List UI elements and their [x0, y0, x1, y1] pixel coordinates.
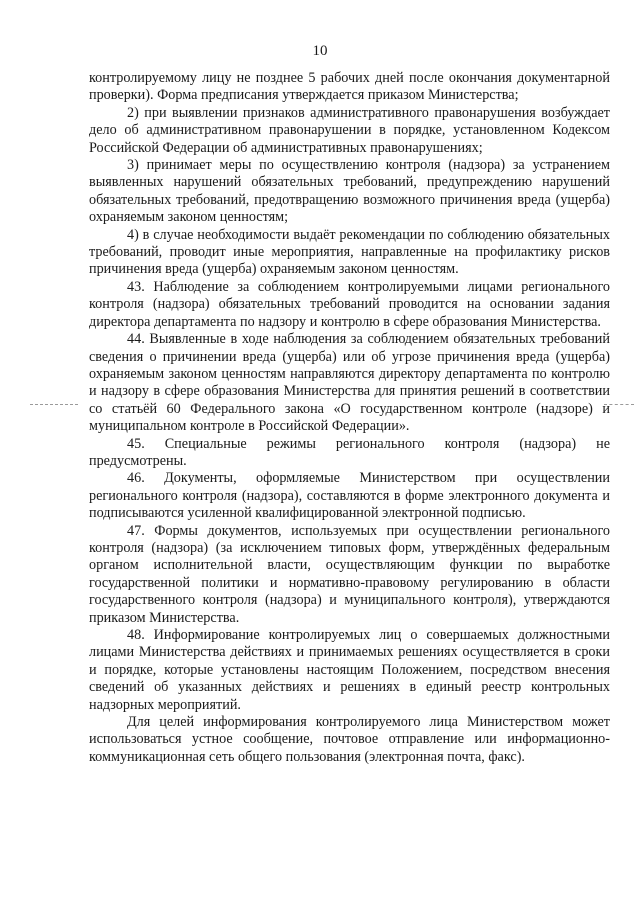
- paragraph-47: 47. Формы документов, используемых при осуществлении регионального контроля (надзора) (за исключением типовых форм, утверждённых федеральным органом исполнительной власти, осуществляющим функции по выработке государственной политики и нормативно-правовому регулированию в области государственного контроля (надзора) и муниципального контроля), утверждаются приказом Министерства.: [89, 522, 610, 626]
- page-number: 10: [312, 43, 328, 59]
- scan-artifact-right: [604, 404, 634, 406]
- paragraph-item-4: 4) в случае необходимости выдаёт рекомендации по соблюдению обязательных требований, проводит иные мероприятия, направленные на профилактику рисков причинения вреда (ущерба) охраняемым законом ценностям.: [89, 226, 610, 278]
- document-body: [89, 70, 610, 766]
- paragraph-43: 43. Наблюдение за соблюдением контролируемыми лицами регионального контроля (надзора) обязательных требований проводится на основании задания директора департамента по надзору и контролю в сфере образования Министерства.: [89, 278, 610, 330]
- paragraph-45: 45. Специальные режимы регионального контроля (надзора) не предусмотрены.: [89, 435, 610, 469]
- paragraph-46: 46. Документы, оформляемые Министерством при осуществлении регионального контроля (надзора), составляются в форме электронного документа и подписываются усиленной квалифицированной электронной подписью.: [89, 470, 610, 522]
- paragraph-48: 48. Информирование контролируемых лиц о совершаемых должностными лицами Министерства действиях и принимаемых решениях осуществляется в сроки и порядке, которые установлены настоящим Положением, посредством внесения сведений об указанных действиях и решениях в единый реестр контрольных надзорных мероприятий.: [89, 627, 610, 713]
- paragraph-continuation: контролируемому лицу не позднее 5 рабочих дней после окончания документарной проверки). Форма предписания утверждается приказом Министерства;: [89, 70, 610, 104]
- paragraph-item-2: 2) при выявлении признаков административного правонарушения возбуждает дело об административном правонарушении в порядке, установленном Кодексом Российской Федерации об административных правонарушениях;: [89, 104, 610, 156]
- scan-artifact-left: [30, 404, 78, 406]
- paragraph-44: 44. Выявленные в ходе наблюдения за соблюдением обязательных требований сведения о причинении вреда (ущерба) или об угрозе причинения вреда (ущерба) охраняемым законом ценностям направляются директору департамента по контролю и надзору в сфере образования Министерства для принятия решений в соответствии со статьёй 60 Федерального закона «О государственном контроле (надзоре) и муниципальном контроле в Российской Федерации».: [89, 331, 610, 435]
- paragraph-informing: Для целей информирования контролируемого лица Министерством может использоваться устное сообщение, почтовое отправление или информационно-коммуникационная сеть общего пользования (электронная почта, факс).: [89, 714, 610, 765]
- paragraph-item-3: 3) принимает меры по осуществлению контроля (надзора) за устранением выявленных нарушений обязательных требований, предупреждению нарушений обязательных требований, предотвращению возможного причинения вреда (ущерба) охраняемым законом ценностям;: [89, 157, 610, 226]
